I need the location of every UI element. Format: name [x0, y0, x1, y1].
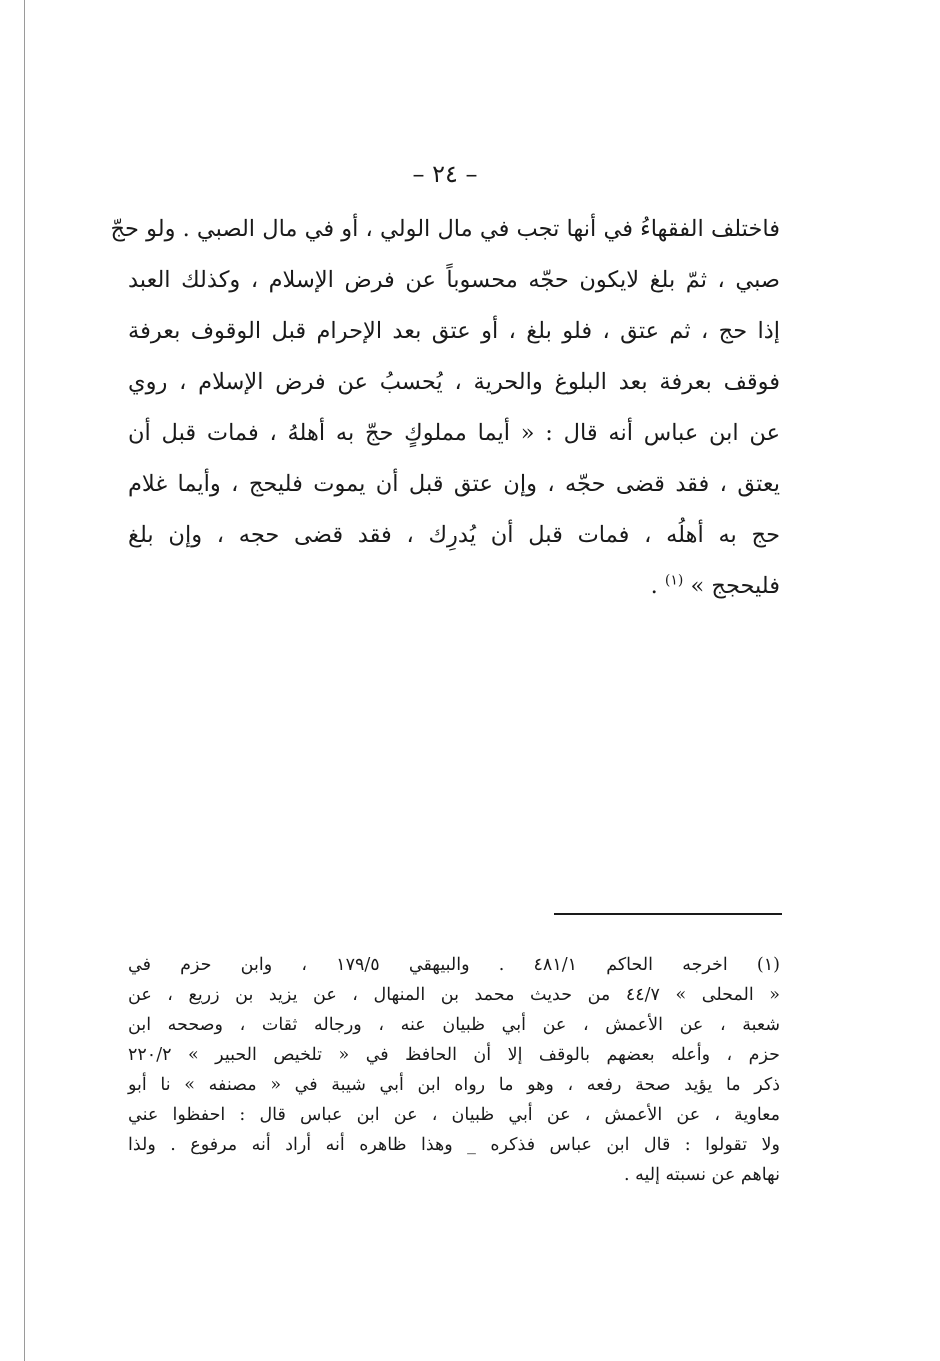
page-binding-edge: [24, 0, 25, 1361]
footnote-divider: [554, 913, 782, 915]
footnote-line-last: نهاهم عن نسبته إليه .: [623, 1165, 780, 1185]
footnote-line: حزم ، وأعله بعضهم بالوقف إلا أن الحافظ في « تلخيص الحبير » ٢٢٠/٢: [128, 1045, 780, 1065]
body-line-last: [128, 561, 780, 612]
body-line: عن ابن عباس أنه قال : « أيما مملوكٍ حجّ به أهلهُ ، فمات قبل أن: [128, 420, 780, 446]
body-line: حج به أهلُه ، فمات قبل أن يُدرِك ، فقد قضى حجه ، وإن بلغ: [128, 522, 780, 548]
body-line: إذا حج ، ثم عتق ، فلو بلغ ، أو عتق بعد الإحرام قبل الوقوف بعرفة: [128, 318, 780, 344]
footnote-line: « المحلى » ٤٤/٧ من حديث محمد بن المنهال ، عن يزيد بن زريع ، عن: [128, 985, 781, 1005]
footnote-reference: (١): [664, 572, 684, 589]
footnote-line: ولا تقولوا : قال ابن عباس فذكره _ وهذا ظاهره أنه أراد أنه مرفوع . ولذا: [128, 1135, 780, 1155]
main-body-text: [110, 204, 780, 612]
body-line: يعتق ، فقد قضى حجّه ، وإن عتق قبل أن يموت فليحج ، وأيما غلام: [128, 471, 780, 497]
body-line-text: فليحجج »: [690, 573, 780, 599]
body-line: فاختلف الفقهاءُ في أنها تجب في مال الولي ، أو في مال الصبي . ولو حجّ: [110, 216, 780, 242]
body-line: فوقف بعرفة بعد البلوغ والحرية ، يُحسبُ عن فرض الإسلام ، روي: [128, 369, 780, 395]
footnote-line: ذكر ما يؤيد صحة رفعه ، وهو ما رواه ابن أبي شيبة في « مصنفه » نا أبو: [128, 1075, 780, 1095]
page-number: – ٢٤ –: [412, 160, 478, 188]
footnote-text: [128, 950, 780, 1190]
end-punctuation: .: [650, 573, 658, 599]
body-line: صبي ، ثمّ بلغ لايكون حجّه محسوباً عن فرض الإسلام ، وكذلك العبد: [128, 267, 780, 293]
footnote-line: شعبة ، عن الأعمش ، عن أبي ظبيان عنه ، ورجاله ثقات ، وصححه ابن: [128, 1015, 780, 1035]
footnote-line: (١) اخرجه الحاكم ٤٨١/١ . والبيهقي ١٧٩/٥ ، وابن حزم في: [128, 955, 780, 975]
footnote-line: معاوية ، عن الأعمش ، عن أبي ظبيان ، عن ابن عباس قال : احفظوا عني: [128, 1105, 780, 1125]
